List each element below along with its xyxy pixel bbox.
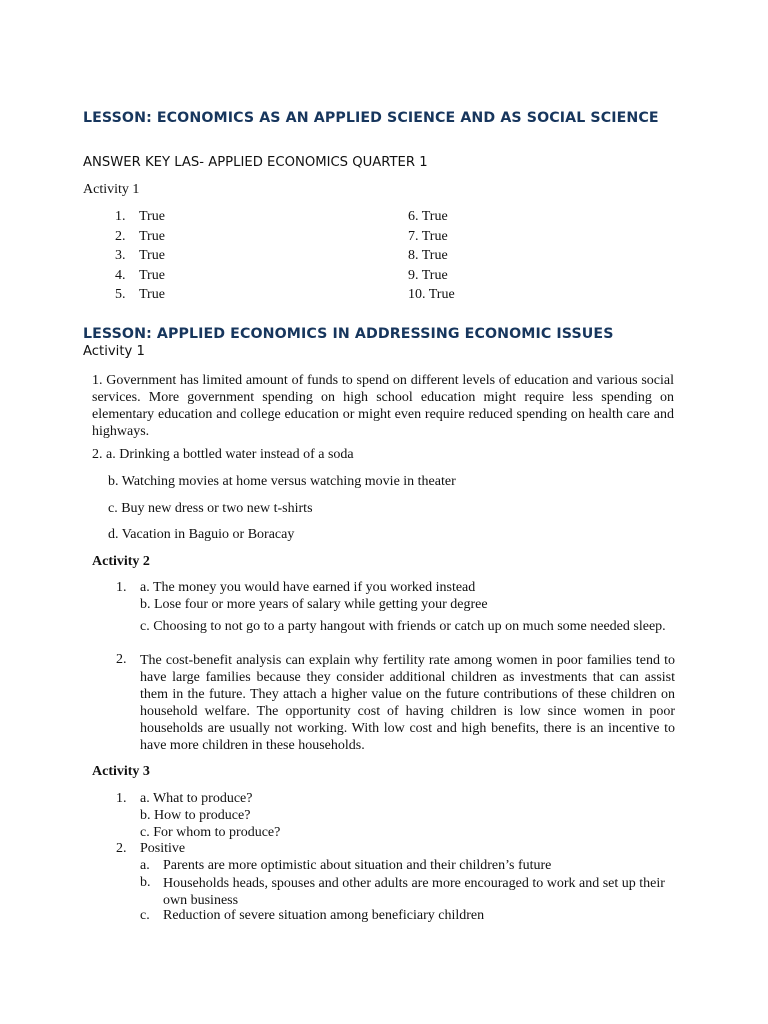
activity3-item1c: c. For whom to produce?	[140, 825, 281, 840]
activity3-item2: Positive	[140, 841, 186, 856]
activity3-label: Activity 3	[92, 764, 150, 779]
activity3-sub-b-letter: b.	[140, 875, 151, 890]
list-item: 7. True	[408, 228, 448, 244]
lesson2-title: LESSON: APPLIED ECONOMICS IN ADDRESSING ECONOMIC ISSUES	[83, 326, 614, 342]
lesson2-activity1-label: Activity 1	[83, 344, 145, 359]
activity3-item1a: a. What to produce?	[140, 791, 253, 806]
list-item: 4. True	[115, 267, 165, 283]
activity3-sub-b: Households heads, spouses and other adults are more encouraged to work and set up their own business	[163, 876, 665, 908]
activity1-item2c: c. Buy new dress or two new t-shirts	[108, 501, 313, 516]
activity3-item1b: b. How to produce?	[140, 808, 251, 823]
activity3-sub-c-letter: c.	[140, 908, 150, 923]
activity1-item2d: d. Vacation in Baguio or Boracay	[108, 527, 295, 542]
activity1-item1: 1. Government has limited amount of funds to spend on different levels of education and various social services. More government spending on high school education might require less spending on elementary education and college education or might even require reduced spending on health care and highways.	[92, 373, 674, 439]
list-item: 10. True	[408, 287, 455, 302]
list-item: 9. True	[408, 267, 448, 283]
list-item: 5. True	[115, 287, 165, 302]
activity3-sub-a: Parents are more optimistic about situation and their children’s future	[163, 858, 552, 873]
activity3-item1-number: 1.	[116, 791, 127, 806]
activity1-item2b: b. Watching movies at home versus watching movie in theater	[108, 474, 456, 489]
activity2-item1-number: 1.	[116, 580, 127, 595]
activity1-item2a: 2. a. Drinking a bottled water instead of a soda	[92, 447, 354, 462]
list-item: 8. True	[408, 248, 448, 263]
activity3-item2-number: 2.	[116, 841, 127, 856]
lesson1-left-list	[115, 209, 165, 307]
list-item: 1. True	[115, 209, 165, 224]
lesson1-title: LESSON: ECONOMICS AS AN APPLIED SCIENCE AND AS SOCIAL SCIENCE	[83, 110, 659, 126]
activity2-item2-number: 2.	[116, 652, 127, 667]
activity2-item1b: b. Lose four or more years of salary while getting your degree	[140, 597, 488, 612]
lesson1-right-list	[408, 209, 455, 307]
list-item: 3. True	[115, 248, 165, 263]
activity3-sub-c: Reduction of severe situation among beneficiary children	[163, 908, 485, 923]
activity2-label: Activity 2	[92, 554, 150, 569]
activity3-sub-a-letter: a.	[140, 858, 150, 873]
activity2-item1a: a. The money you would have earned if you worked instead	[140, 580, 476, 595]
list-item: 6. True	[408, 209, 448, 224]
list-item: 2. True	[115, 228, 165, 244]
answer-key-heading: ANSWER KEY LAS- APPLIED ECONOMICS QUARTER 1	[83, 155, 428, 170]
activity2-item2: The cost-benefit analysis can explain why fertility rate among women in poor families tend to have large families because they consider additional children as investments that can assist them in the future. They attach a higher value on the future contributions of these children on household welfare. The opportunity cost of having children is low since women in poor households are usually not working. With low cost and high benefits, there is an incentive to have more children in these households.	[140, 653, 675, 753]
activity2-item1c: c. Choosing to not go to a party hangout with friends or catch up on much some needed sleep.	[140, 619, 666, 634]
lesson1-activity1-label: Activity 1	[83, 182, 140, 197]
